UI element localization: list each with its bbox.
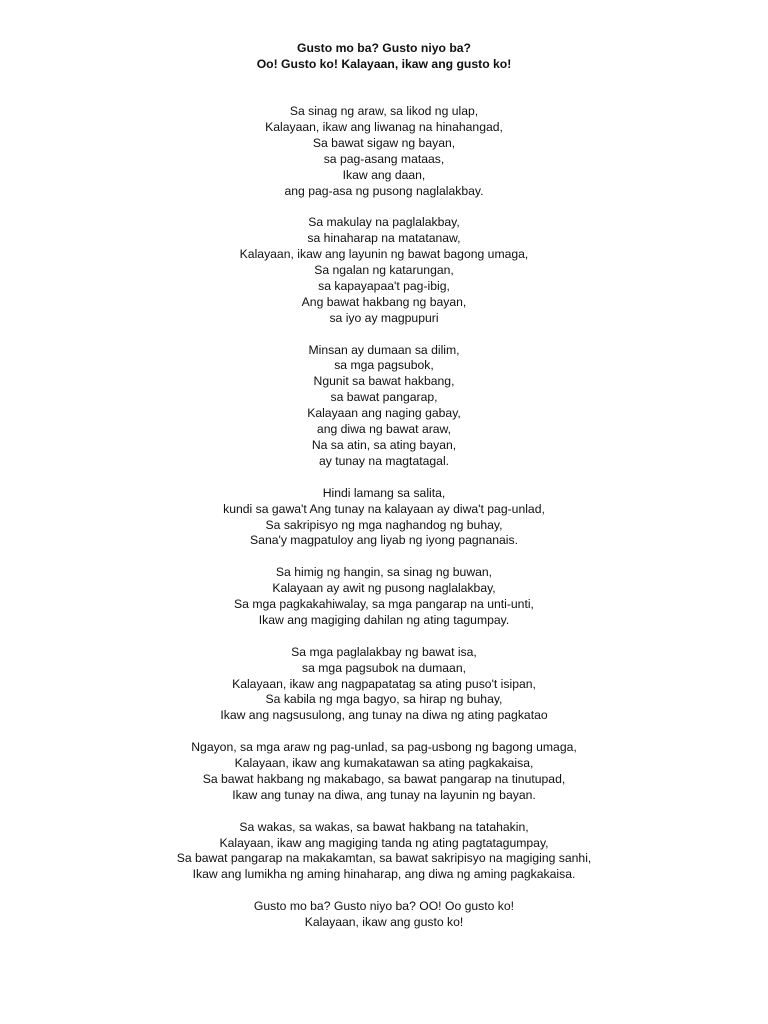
stanza xyxy=(0,486,768,550)
poem-line: sa bawat pangarap, xyxy=(330,390,438,405)
poem-line: Ang bawat hakbang ng bayan, xyxy=(301,294,467,309)
stanza xyxy=(0,565,768,629)
poem-line: ay tunay na magtatagal. xyxy=(318,453,450,468)
title-line: Gusto mo ba? Gusto niyo ba? xyxy=(296,41,471,55)
poem-line: Sa makulay na paglalakbay, xyxy=(308,215,460,230)
stanza xyxy=(0,645,768,725)
poem-line: Sa wakas, sa wakas, sa bawat hakbang na tatahakin, xyxy=(239,819,529,834)
poem-line: Kalayaan ang naging gabay, xyxy=(307,406,461,421)
poem-line: Sa mga paglalakbay ng bawat isa, xyxy=(291,644,477,659)
poem-line: Ngayon, sa mga araw ng pag-unlad, sa pag-usbong ng bagong umaga, xyxy=(191,740,577,755)
stanza xyxy=(0,104,768,199)
poem-line: Ikaw ang lumikha ng aming hinaharap, ang diwa ng aming pagkakaisa. xyxy=(192,867,576,882)
stanza xyxy=(0,899,768,931)
poem-line: sa kapayapaa't pag-ibig, xyxy=(318,278,450,293)
poem-line: Kalayaan, ikaw ang layunin ng bawat bagong umaga, xyxy=(239,247,529,262)
poem-line: Sana'y magpatuloy ang liyab ng iyong pagnanais. xyxy=(250,533,518,548)
poem-line: Kalayaan, ikaw ang magiging tanda ng ating pagtatagumpay, xyxy=(219,835,549,850)
title-line: Oo! Gusto ko! Kalayaan, ikaw ang gusto ko! xyxy=(256,57,512,71)
poem-line: Ikaw ang daan, xyxy=(342,167,426,182)
poem-line: Kalayaan, ikaw ang kumakatawan sa ating pagkakaisa, xyxy=(234,756,534,771)
stanza xyxy=(0,820,768,884)
stanza xyxy=(0,343,768,470)
poem-line: sa mga pagsubok na dumaan, xyxy=(302,660,466,675)
poem-line: Sa ngalan ng katarungan, xyxy=(314,263,454,278)
poem-line: ang pag-asa ng pusong naglalakbay. xyxy=(284,183,484,198)
poem-line: Ikaw ang tunay na diwa, ang tunay na layunin ng bayan. xyxy=(232,787,536,802)
poem-line: Na sa atin, sa ating bayan, xyxy=(311,438,457,452)
poem-line: Hindi lamang sa salita, xyxy=(322,485,446,500)
poem-line: Ikaw ang magiging dahilan ng ating tagumpay. xyxy=(258,612,510,627)
poem-line: Kalayaan ay awit ng pusong naglalakbay, xyxy=(272,581,496,596)
poem-line: Sa bawat pangarap na makakamtan, sa bawat sakripisyo na magiging sanhi, xyxy=(176,851,592,866)
poem-line: Ngunit sa bawat hakbang, xyxy=(313,374,455,389)
stanza xyxy=(0,215,768,326)
poem-line: sa hinaharap na matatanaw, xyxy=(307,231,461,246)
poem-line: Sa himig ng hangin, sa sinag ng buwan, xyxy=(275,565,493,580)
poem-line: Sa mga pagkakahiwalay, sa mga pangarap na unti-unti, xyxy=(234,597,534,612)
poem-line: Sa kabila ng mga bagyo, sa hirap ng buhay, xyxy=(265,692,503,707)
poem-line: Gusto mo ba? Gusto niyo ba? OO! Oo gusto ko! xyxy=(253,899,515,914)
poem-line: Kalayaan, ikaw ang nagpapatatag sa ating puso't isipan, xyxy=(232,676,536,691)
poem-line: sa mga pagsubok, xyxy=(334,358,434,373)
poem-line: Sa sakripisyo ng mga naghandog ng buhay, xyxy=(265,517,503,532)
poem-line: kundi sa gawa't Ang tunay na kalayaan ay diwa't pag-unlad, xyxy=(223,501,545,516)
poem-line: sa iyo ay magpupuri xyxy=(329,310,439,325)
poem-line: Sa bawat hakbang ng makabago, sa bawat pangarap na tinutupad, xyxy=(202,771,566,786)
stanza xyxy=(0,740,768,804)
poem-line: Kalayaan, ikaw ang liwanag na hinahangad, xyxy=(265,119,503,134)
poem-line: sa pag-asang mataas, xyxy=(323,151,445,166)
poem-line: Ikaw ang nagsusulong, ang tunay na diwa ng ating pagkatao xyxy=(220,708,548,723)
poem-line: Kalayaan, ikaw ang gusto ko! xyxy=(304,915,464,930)
poem-line: Sa bawat sigaw ng bayan, xyxy=(312,135,456,150)
poem-line: Sa sinag ng araw, sa likod ng ulap, xyxy=(289,104,479,118)
poem-title xyxy=(0,40,768,72)
poem-line: Minsan ay dumaan sa dilim, xyxy=(308,342,460,357)
poem-body xyxy=(0,104,768,931)
poem-line: ang diwa ng bawat araw, xyxy=(316,422,452,437)
